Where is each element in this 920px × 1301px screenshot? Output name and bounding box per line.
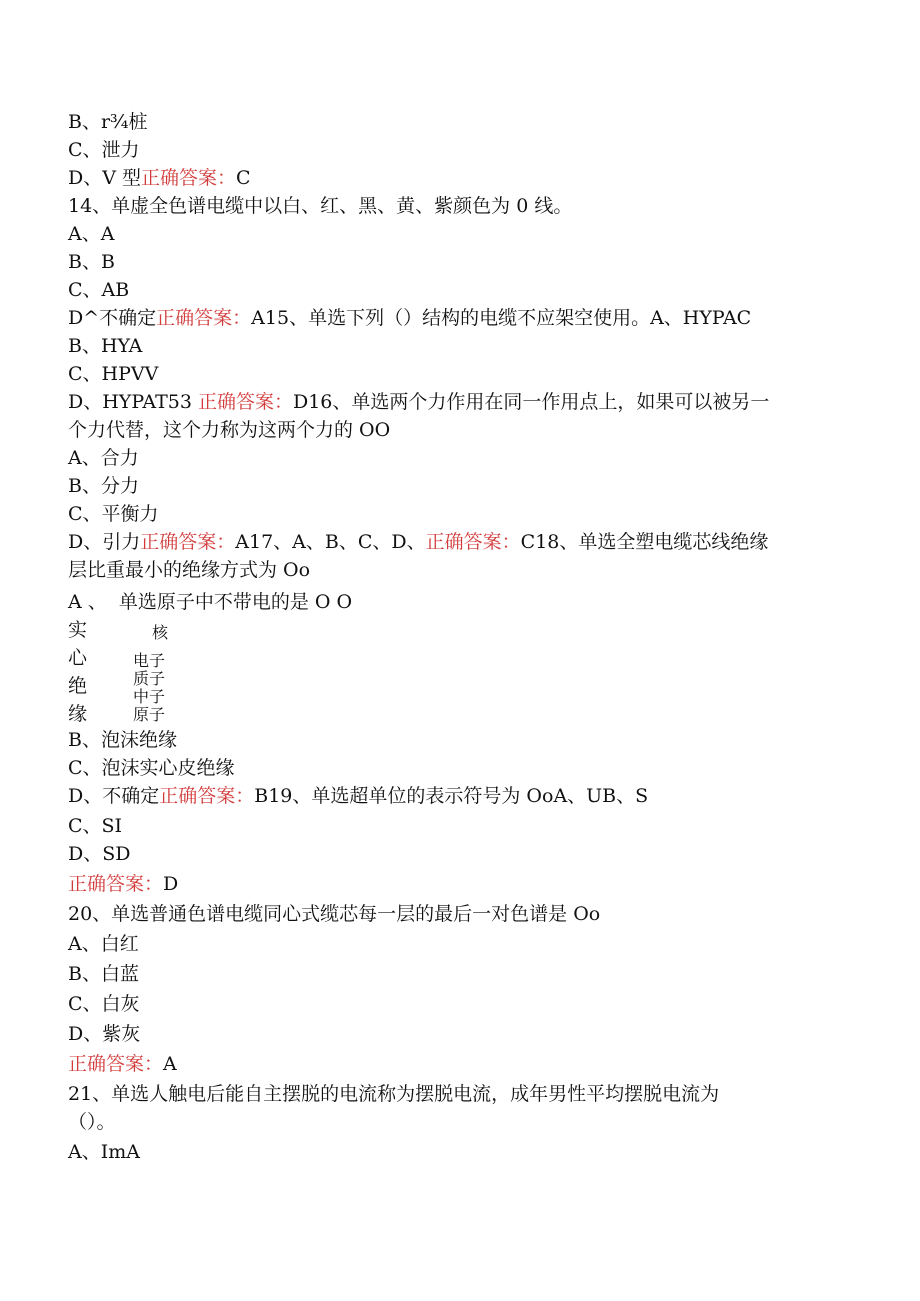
option-line: C、泄力 [68,139,140,161]
answer-label: 正确答案： [140,531,236,553]
option-line: D、HYPAT53 正确答案：D16、单选两个力作用在同一作用点上，如果可以被另一 [68,391,770,413]
option-line: D、V 型正确答案：C [68,167,251,189]
option-line: C、平衡力 [68,503,159,525]
answer-line: 正确答案：A [68,1053,177,1075]
answer-label: 正确答案： [68,1053,164,1075]
answer-label: 正确答案： [197,391,293,413]
option-line: C、SI [68,815,123,837]
vertical-label: 实 心 绝 缘 [68,619,88,725]
option-line: B、B [68,251,115,273]
option-line: D、不确定正确答案：B19、单选超单位的表示符号为 OoA、UB、S [68,785,649,807]
answer-label: 正确答案： [425,531,521,553]
option-line: A、ImA [68,1141,140,1163]
answer-label: 正确答案： [141,167,237,189]
option-line: C、白灰 [68,993,140,1015]
option-line: B、分力 [68,475,139,497]
option-line: D、引力正确答案：A17、A、B、C、D、正确答案：C18、单选全塑电缆芯线绝缘 [68,531,769,553]
option-line: B、HYA [68,335,143,357]
small-option: 中子 [133,687,166,706]
small-option: 原子 [133,705,166,724]
option-line: D、SD [68,843,131,865]
option-line: D、紫灰 [68,1023,141,1045]
option-line: C、AB [68,279,130,301]
option-line: B、泡沫绝缘 [68,729,177,751]
small-option: 核 [152,623,169,642]
option-line: A、A [68,223,115,245]
answer-label: 正确答案： [159,785,255,807]
option-line: A、合力 [68,447,139,469]
question-line: 21、单选人触电后能自主摆脱的电流称为摆脱电流，成年男性平均摆脱电流为 [68,1083,720,1105]
small-option: 质子 [133,669,166,688]
option-line: D^不确定正确答案：A15、单选下列（）结构的电缆不应架空使用。A、HYPAC [68,307,752,329]
question-line: 个力代替，这个力称为这两个力的 OO [68,419,391,441]
question-line: 20、单选普通色谱电缆同心式缆芯每一层的最后一对色谱是 Oo [68,903,601,925]
option-line: A、白红 [68,933,139,955]
option-line: B、r¾桩 [68,111,148,133]
small-option: 电子 [133,651,166,670]
answer-label: 正确答案： [156,307,252,329]
option-line: C、HPVV [68,363,159,385]
option-line: A 、 单选原子中不带电的是 O O [68,591,353,613]
answer-label: 正确答案： [68,873,164,895]
question-line: （）。 [68,1111,116,1133]
option-line: B、白蓝 [68,963,139,985]
question-line: 层比重最小的绝缘方式为 Oo [68,559,311,581]
question-line: 14、单虚全色谱电缆中以白、红、黑、黄、紫颜色为 0 线。 [68,195,573,217]
option-line: C、泡沫实心皮绝缘 [68,757,235,779]
answer-line: 正确答案：D [68,873,179,895]
